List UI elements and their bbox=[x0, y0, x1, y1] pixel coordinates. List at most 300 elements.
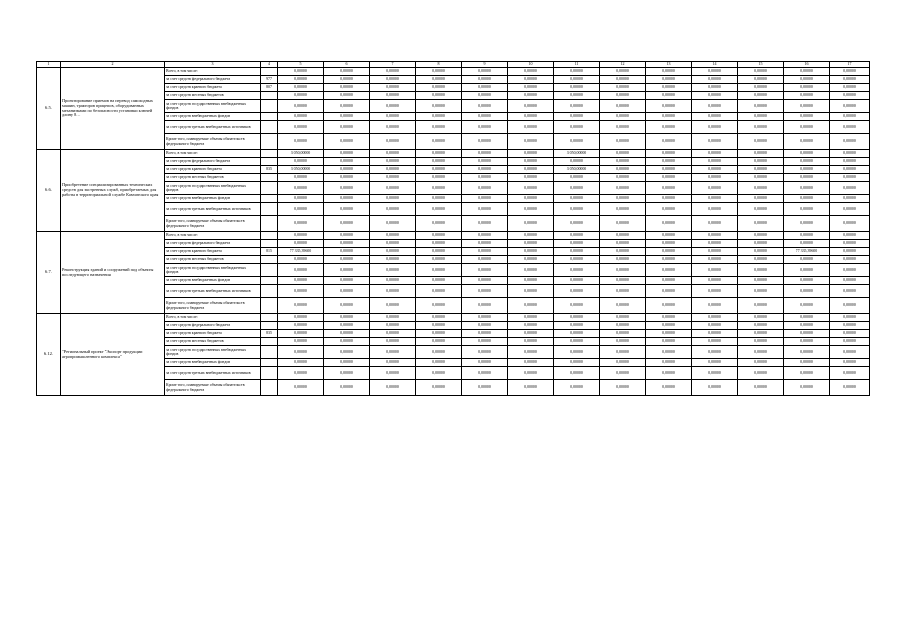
amount-cell: 0,00000 bbox=[600, 216, 646, 232]
amount-cell: 0,00000 bbox=[370, 166, 416, 174]
funding-source: за счет средств федерального бюджета bbox=[165, 322, 261, 330]
amount-cell: 0,00000 bbox=[554, 322, 600, 330]
amount-cell: 0,00000 bbox=[830, 314, 870, 322]
budget-code bbox=[261, 203, 278, 216]
amount-cell: 0,00000 bbox=[692, 232, 738, 240]
amount-cell: 0,00000 bbox=[646, 330, 692, 338]
amount-cell: 0,00000 bbox=[600, 68, 646, 76]
column-header: 3 bbox=[165, 62, 261, 68]
amount-cell: 0,00000 bbox=[600, 92, 646, 100]
amount-cell: 0,00000 bbox=[830, 195, 870, 203]
amount-cell: 0,00000 bbox=[830, 216, 870, 232]
amount-cell: 0,00000 bbox=[508, 285, 554, 298]
amount-cell: 0,00000 bbox=[784, 150, 830, 158]
amount-cell: 0,00000 bbox=[324, 121, 370, 134]
amount-cell: 0,00000 bbox=[416, 264, 462, 277]
amount-cell: 0,00000 bbox=[646, 248, 692, 256]
amount-cell: 0,00000 bbox=[692, 92, 738, 100]
amount-cell: 0,00000 bbox=[692, 76, 738, 84]
amount-cell: 0,00000 bbox=[738, 330, 784, 338]
amount-cell: 0,00000 bbox=[416, 158, 462, 166]
amount-cell: 0,00000 bbox=[370, 182, 416, 195]
amount-cell: 0,00000 bbox=[370, 158, 416, 166]
amount-cell: 0,00000 bbox=[646, 203, 692, 216]
amount-cell: 0,00000 bbox=[278, 68, 324, 76]
amount-cell: 0,00000 bbox=[738, 121, 784, 134]
amount-cell: 0,00000 bbox=[646, 277, 692, 285]
funding-source: Кроме того, планируемые объемы обязательств федерального бюджета bbox=[165, 134, 261, 150]
amount-cell: 0,00000 bbox=[784, 380, 830, 396]
amount-cell: 0,00000 bbox=[278, 100, 324, 113]
amount-cell: 0,00000 bbox=[692, 203, 738, 216]
amount-cell: 0,00000 bbox=[600, 113, 646, 121]
funding-source: Кроме того, планируемые объемы обязательств федерального бюджета bbox=[165, 216, 261, 232]
amount-cell: 0,00000 bbox=[830, 298, 870, 314]
budget-code bbox=[261, 256, 278, 264]
amount-cell: 0,00000 bbox=[324, 314, 370, 322]
amount-cell: 0,00000 bbox=[324, 232, 370, 240]
column-header: 17 bbox=[830, 62, 870, 68]
amount-cell: 0,00000 bbox=[738, 248, 784, 256]
amount-cell: 0,00000 bbox=[830, 264, 870, 277]
budget-code bbox=[261, 68, 278, 76]
amount-cell: 0,00000 bbox=[692, 182, 738, 195]
funding-source: за счет средств третьих внебюджетных источников bbox=[165, 203, 261, 216]
amount-cell: 0,00000 bbox=[278, 216, 324, 232]
amount-cell: 0,00000 bbox=[462, 264, 508, 277]
funding-source: за счет средств внебюджетных фондов bbox=[165, 113, 261, 121]
amount-cell: 0,00000 bbox=[600, 285, 646, 298]
amount-cell: 0,00000 bbox=[554, 182, 600, 195]
amount-cell: 0,00000 bbox=[278, 134, 324, 150]
funding-source: за счет средств государственных внебюджетных фондов bbox=[165, 100, 261, 113]
funding-source: Кроме того, планируемые объемы обязательств федерального бюджета bbox=[165, 298, 261, 314]
amount-cell: 0,00000 bbox=[370, 150, 416, 158]
amount-cell: 0,00000 bbox=[416, 240, 462, 248]
funding-source: за счет средств государственных внебюджетных фондов bbox=[165, 264, 261, 277]
amount-cell: 0,00000 bbox=[784, 298, 830, 314]
amount-cell: 0,00000 bbox=[508, 92, 554, 100]
amount-cell: 0,00000 bbox=[462, 359, 508, 367]
amount-cell: 0,00000 bbox=[278, 84, 324, 92]
budget-code bbox=[261, 277, 278, 285]
amount-cell: 0,00000 bbox=[508, 232, 554, 240]
funding-source: за счет средств федерального бюджета bbox=[165, 158, 261, 166]
item-name: Реконструкция зданий и сооружений под объекты последующего назначения bbox=[61, 232, 165, 314]
amount-cell: 0,00000 bbox=[600, 195, 646, 203]
amount-cell: 0,00000 bbox=[278, 240, 324, 248]
amount-cell: 3 050,00000 bbox=[554, 166, 600, 174]
amount-cell: 0,00000 bbox=[278, 195, 324, 203]
amount-cell: 0,00000 bbox=[784, 240, 830, 248]
amount-cell: 0,00000 bbox=[784, 158, 830, 166]
amount-cell: 0,00000 bbox=[784, 314, 830, 322]
amount-cell: 0,00000 bbox=[784, 174, 830, 182]
amount-cell: 0,00000 bbox=[508, 277, 554, 285]
amount-cell: 0,00000 bbox=[830, 380, 870, 396]
amount-cell: 0,00000 bbox=[324, 100, 370, 113]
amount-cell: 0,00000 bbox=[462, 380, 508, 396]
amount-cell: 0,00000 bbox=[462, 195, 508, 203]
amount-cell: 0,00000 bbox=[600, 174, 646, 182]
amount-cell: 0,00000 bbox=[508, 322, 554, 330]
column-header: 14 bbox=[692, 62, 738, 68]
amount-cell: 0,00000 bbox=[600, 182, 646, 195]
amount-cell: 0,00000 bbox=[416, 248, 462, 256]
amount-cell: 0,00000 bbox=[554, 195, 600, 203]
amount-cell: 0,00000 bbox=[416, 195, 462, 203]
amount-cell: 0,00000 bbox=[738, 92, 784, 100]
funding-source: за счет средств федерального бюджета bbox=[165, 240, 261, 248]
amount-cell: 0,00000 bbox=[462, 92, 508, 100]
amount-cell: 0,00000 bbox=[416, 92, 462, 100]
amount-cell: 0,00000 bbox=[830, 174, 870, 182]
amount-cell: 0,00000 bbox=[508, 216, 554, 232]
amount-cell: 0,00000 bbox=[738, 195, 784, 203]
budget-code: 977 bbox=[261, 76, 278, 84]
amount-cell: 0,00000 bbox=[462, 166, 508, 174]
amount-cell: 0,00000 bbox=[324, 256, 370, 264]
amount-cell: 0,00000 bbox=[508, 256, 554, 264]
amount-cell: 0,00000 bbox=[416, 338, 462, 346]
amount-cell: 0,00000 bbox=[646, 359, 692, 367]
amount-cell: 0,00000 bbox=[692, 248, 738, 256]
item-name: Проектирование приемов на перевод самоходных машин, тракторов прицепов, оборудованных механизмами по безопасности установки ключей длину 8… bbox=[61, 68, 165, 150]
item-name: "Региональный проект "Экспорт продукции агропромышленного комплекса" bbox=[61, 314, 165, 396]
amount-cell: 0,00000 bbox=[692, 84, 738, 92]
amount-cell: 0,00000 bbox=[462, 346, 508, 359]
amount-cell: 0,00000 bbox=[830, 84, 870, 92]
amount-cell: 0,00000 bbox=[830, 150, 870, 158]
table-row bbox=[37, 150, 870, 158]
amount-cell: 0,00000 bbox=[278, 113, 324, 121]
funding-source: за счет средств местных бюджетов bbox=[165, 174, 261, 182]
amount-cell: 0,00000 bbox=[830, 121, 870, 134]
amount-cell: 0,00000 bbox=[462, 182, 508, 195]
budget-code bbox=[261, 346, 278, 359]
amount-cell: 0,00000 bbox=[692, 264, 738, 277]
column-header: 12 bbox=[600, 62, 646, 68]
amount-cell: 0,00000 bbox=[324, 338, 370, 346]
amount-cell: 0,00000 bbox=[600, 84, 646, 92]
amount-cell: 0,00000 bbox=[554, 92, 600, 100]
amount-cell: 0,00000 bbox=[738, 113, 784, 121]
amount-cell: 0,00000 bbox=[830, 338, 870, 346]
amount-cell: 0,00000 bbox=[324, 150, 370, 158]
table-row bbox=[37, 68, 870, 76]
amount-cell: 0,00000 bbox=[324, 367, 370, 380]
amount-cell: 0,00000 bbox=[370, 232, 416, 240]
amount-cell: 0,00000 bbox=[416, 298, 462, 314]
amount-cell: 0,00000 bbox=[462, 150, 508, 158]
amount-cell: 0,00000 bbox=[324, 322, 370, 330]
amount-cell: 0,00000 bbox=[416, 134, 462, 150]
amount-cell: 0,00000 bbox=[784, 113, 830, 121]
amount-cell: 0,00000 bbox=[324, 195, 370, 203]
amount-cell: 0,00000 bbox=[692, 240, 738, 248]
amount-cell: 0,00000 bbox=[600, 330, 646, 338]
amount-cell: 0,00000 bbox=[462, 68, 508, 76]
funding-source: Всего, в том числе: bbox=[165, 68, 261, 76]
amount-cell: 0,00000 bbox=[738, 76, 784, 84]
table-row bbox=[37, 232, 870, 240]
amount-cell: 0,00000 bbox=[830, 359, 870, 367]
amount-cell: 0,00000 bbox=[370, 346, 416, 359]
amount-cell: 0,00000 bbox=[830, 248, 870, 256]
budget-code bbox=[261, 92, 278, 100]
budget-code bbox=[261, 158, 278, 166]
amount-cell: 0,00000 bbox=[784, 338, 830, 346]
amount-cell: 0,00000 bbox=[646, 346, 692, 359]
budget-code bbox=[261, 264, 278, 277]
item-index: 6.7. bbox=[37, 232, 61, 314]
funding-source: за счет средств местных бюджетов bbox=[165, 92, 261, 100]
amount-cell: 0,00000 bbox=[416, 346, 462, 359]
column-header: 15 bbox=[738, 62, 784, 68]
amount-cell: 0,00000 bbox=[692, 330, 738, 338]
amount-cell: 0,00000 bbox=[324, 359, 370, 367]
amount-cell: 0,00000 bbox=[462, 338, 508, 346]
funding-source: за счет средств краевого бюджета bbox=[165, 248, 261, 256]
amount-cell: 0,00000 bbox=[830, 367, 870, 380]
funding-source: за счет средств третьих внебюджетных источников bbox=[165, 121, 261, 134]
amount-cell: 0,00000 bbox=[554, 367, 600, 380]
amount-cell: 0,00000 bbox=[830, 203, 870, 216]
amount-cell: 0,00000 bbox=[324, 346, 370, 359]
column-header: 10 bbox=[508, 62, 554, 68]
amount-cell: 0,00000 bbox=[278, 380, 324, 396]
amount-cell: 0,00000 bbox=[324, 84, 370, 92]
amount-cell: 0,00000 bbox=[600, 314, 646, 322]
amount-cell: 0,00000 bbox=[370, 76, 416, 84]
amount-cell: 0,00000 bbox=[508, 338, 554, 346]
funding-source: за счет средств государственных внебюджетных фондов bbox=[165, 182, 261, 195]
amount-cell: 0,00000 bbox=[692, 285, 738, 298]
amount-cell: 0,00000 bbox=[600, 256, 646, 264]
amount-cell: 0,00000 bbox=[416, 100, 462, 113]
budget-code bbox=[261, 174, 278, 182]
amount-cell: 0,00000 bbox=[462, 322, 508, 330]
amount-cell: 0,00000 bbox=[738, 84, 784, 92]
amount-cell: 0,00000 bbox=[646, 92, 692, 100]
amount-cell: 0,00000 bbox=[462, 285, 508, 298]
amount-cell: 0,00000 bbox=[554, 113, 600, 121]
amount-cell: 0,00000 bbox=[278, 121, 324, 134]
amount-cell: 0,00000 bbox=[278, 330, 324, 338]
amount-cell: 0,00000 bbox=[324, 76, 370, 84]
amount-cell: 0,00000 bbox=[646, 76, 692, 84]
amount-cell: 0,00000 bbox=[738, 359, 784, 367]
amount-cell: 0,00000 bbox=[554, 330, 600, 338]
amount-cell: 0,00000 bbox=[508, 150, 554, 158]
funding-source: за счет средств внебюджетных фондов bbox=[165, 277, 261, 285]
amount-cell: 0,00000 bbox=[784, 346, 830, 359]
amount-cell: 0,00000 bbox=[324, 298, 370, 314]
budget-code bbox=[261, 232, 278, 240]
amount-cell: 77 335,39600 bbox=[784, 248, 830, 256]
amount-cell: 0,00000 bbox=[830, 92, 870, 100]
amount-cell: 0,00000 bbox=[600, 264, 646, 277]
amount-cell: 0,00000 bbox=[508, 367, 554, 380]
amount-cell: 3 050,00000 bbox=[278, 166, 324, 174]
amount-cell: 0,00000 bbox=[278, 232, 324, 240]
column-header: 6 bbox=[324, 62, 370, 68]
budget-code: 807 bbox=[261, 84, 278, 92]
amount-cell: 0,00000 bbox=[370, 277, 416, 285]
amount-cell: 0,00000 bbox=[324, 380, 370, 396]
amount-cell: 0,00000 bbox=[462, 84, 508, 92]
funding-source: за счет средств государственных внебюджетных фондов bbox=[165, 346, 261, 359]
amount-cell: 0,00000 bbox=[738, 68, 784, 76]
amount-cell: 0,00000 bbox=[784, 166, 830, 174]
amount-cell: 0,00000 bbox=[830, 232, 870, 240]
amount-cell: 0,00000 bbox=[554, 68, 600, 76]
amount-cell: 0,00000 bbox=[370, 314, 416, 322]
budget-code bbox=[261, 134, 278, 150]
item-index: 6.12. bbox=[37, 314, 61, 396]
amount-cell: 0,00000 bbox=[508, 84, 554, 92]
column-header: 4 bbox=[261, 62, 278, 68]
amount-cell: 0,00000 bbox=[416, 113, 462, 121]
amount-cell: 0,00000 bbox=[600, 166, 646, 174]
amount-cell: 0,00000 bbox=[784, 256, 830, 264]
amount-cell: 77 335,39600 bbox=[278, 248, 324, 256]
amount-cell: 0,00000 bbox=[370, 113, 416, 121]
column-header: 16 bbox=[784, 62, 830, 68]
amount-cell: 0,00000 bbox=[784, 216, 830, 232]
amount-cell: 0,00000 bbox=[646, 285, 692, 298]
amount-cell: 0,00000 bbox=[646, 298, 692, 314]
amount-cell: 0,00000 bbox=[462, 203, 508, 216]
amount-cell: 0,00000 bbox=[278, 182, 324, 195]
amount-cell: 0,00000 bbox=[278, 264, 324, 277]
amount-cell: 0,00000 bbox=[646, 121, 692, 134]
amount-cell: 0,00000 bbox=[554, 277, 600, 285]
column-header: 8 bbox=[416, 62, 462, 68]
amount-cell: 0,00000 bbox=[324, 277, 370, 285]
amount-cell: 0,00000 bbox=[738, 256, 784, 264]
amount-cell: 0,00000 bbox=[738, 174, 784, 182]
amount-cell: 0,00000 bbox=[646, 158, 692, 166]
amount-cell: 0,00000 bbox=[784, 203, 830, 216]
budget-code bbox=[261, 150, 278, 158]
table-row bbox=[37, 314, 870, 322]
amount-cell: 0,00000 bbox=[692, 314, 738, 322]
amount-cell: 0,00000 bbox=[554, 359, 600, 367]
amount-cell: 0,00000 bbox=[462, 121, 508, 134]
amount-cell: 0,00000 bbox=[830, 182, 870, 195]
amount-cell: 0,00000 bbox=[738, 264, 784, 277]
amount-cell: 0,00000 bbox=[692, 256, 738, 264]
amount-cell: 0,00000 bbox=[646, 380, 692, 396]
amount-cell: 0,00000 bbox=[692, 195, 738, 203]
budget-code bbox=[261, 182, 278, 195]
amount-cell: 0,00000 bbox=[278, 367, 324, 380]
amount-cell: 0,00000 bbox=[508, 68, 554, 76]
amount-cell: 0,00000 bbox=[508, 264, 554, 277]
amount-cell: 0,00000 bbox=[830, 256, 870, 264]
amount-cell: 0,00000 bbox=[370, 359, 416, 367]
amount-cell: 0,00000 bbox=[462, 330, 508, 338]
amount-cell: 0,00000 bbox=[784, 264, 830, 277]
amount-cell: 0,00000 bbox=[692, 298, 738, 314]
amount-cell: 0,00000 bbox=[738, 298, 784, 314]
amount-cell: 0,00000 bbox=[646, 322, 692, 330]
amount-cell: 0,00000 bbox=[784, 277, 830, 285]
amount-cell: 0,00000 bbox=[738, 367, 784, 380]
amount-cell: 0,00000 bbox=[600, 338, 646, 346]
amount-cell: 0,00000 bbox=[646, 174, 692, 182]
amount-cell: 0,00000 bbox=[554, 232, 600, 240]
amount-cell: 0,00000 bbox=[508, 330, 554, 338]
amount-cell: 0,00000 bbox=[462, 232, 508, 240]
column-header: 9 bbox=[462, 62, 508, 68]
amount-cell: 0,00000 bbox=[738, 346, 784, 359]
amount-cell: 0,00000 bbox=[830, 158, 870, 166]
amount-cell: 0,00000 bbox=[370, 216, 416, 232]
amount-cell: 0,00000 bbox=[462, 298, 508, 314]
column-header: 1 bbox=[37, 62, 61, 68]
funding-source: за счет средств внебюджетных фондов bbox=[165, 359, 261, 367]
amount-cell: 0,00000 bbox=[370, 92, 416, 100]
amount-cell: 0,00000 bbox=[646, 166, 692, 174]
amount-cell: 0,00000 bbox=[416, 322, 462, 330]
item-index: 6.5. bbox=[37, 68, 61, 150]
amount-cell: 0,00000 bbox=[416, 330, 462, 338]
amount-cell: 0,00000 bbox=[830, 68, 870, 76]
amount-cell: 0,00000 bbox=[692, 174, 738, 182]
amount-cell: 0,00000 bbox=[784, 322, 830, 330]
budget-code bbox=[261, 113, 278, 121]
amount-cell: 0,00000 bbox=[278, 346, 324, 359]
amount-cell: 0,00000 bbox=[554, 264, 600, 277]
amount-cell: 0,00000 bbox=[692, 158, 738, 166]
amount-cell: 0,00000 bbox=[830, 166, 870, 174]
amount-cell: 0,00000 bbox=[554, 84, 600, 92]
amount-cell: 0,00000 bbox=[278, 322, 324, 330]
amount-cell: 0,00000 bbox=[416, 232, 462, 240]
amount-cell: 0,00000 bbox=[646, 195, 692, 203]
amount-cell: 0,00000 bbox=[416, 68, 462, 76]
amount-cell: 0,00000 bbox=[508, 121, 554, 134]
amount-cell: 0,00000 bbox=[554, 380, 600, 396]
amount-cell: 0,00000 bbox=[416, 150, 462, 158]
amount-cell: 0,00000 bbox=[324, 166, 370, 174]
amount-cell: 0,00000 bbox=[600, 134, 646, 150]
item-index: 6.6. bbox=[37, 150, 61, 232]
amount-cell: 0,00000 bbox=[830, 346, 870, 359]
amount-cell: 0,00000 bbox=[692, 216, 738, 232]
funding-source: за счет средств местных бюджетов bbox=[165, 256, 261, 264]
amount-cell: 0,00000 bbox=[738, 322, 784, 330]
amount-cell: 0,00000 bbox=[278, 359, 324, 367]
amount-cell: 0,00000 bbox=[830, 134, 870, 150]
amount-cell: 0,00000 bbox=[324, 182, 370, 195]
amount-cell: 0,00000 bbox=[416, 216, 462, 232]
amount-cell: 0,00000 bbox=[646, 367, 692, 380]
amount-cell: 0,00000 bbox=[600, 298, 646, 314]
column-header: 13 bbox=[646, 62, 692, 68]
amount-cell: 0,00000 bbox=[462, 256, 508, 264]
amount-cell: 0,00000 bbox=[416, 182, 462, 195]
amount-cell: 0,00000 bbox=[646, 256, 692, 264]
amount-cell: 0,00000 bbox=[416, 285, 462, 298]
amount-cell: 0,00000 bbox=[508, 76, 554, 84]
amount-cell: 0,00000 bbox=[600, 346, 646, 359]
funding-source: за счет средств третьих внебюджетных источников bbox=[165, 285, 261, 298]
amount-cell: 0,00000 bbox=[462, 174, 508, 182]
amount-cell: 0,00000 bbox=[370, 264, 416, 277]
